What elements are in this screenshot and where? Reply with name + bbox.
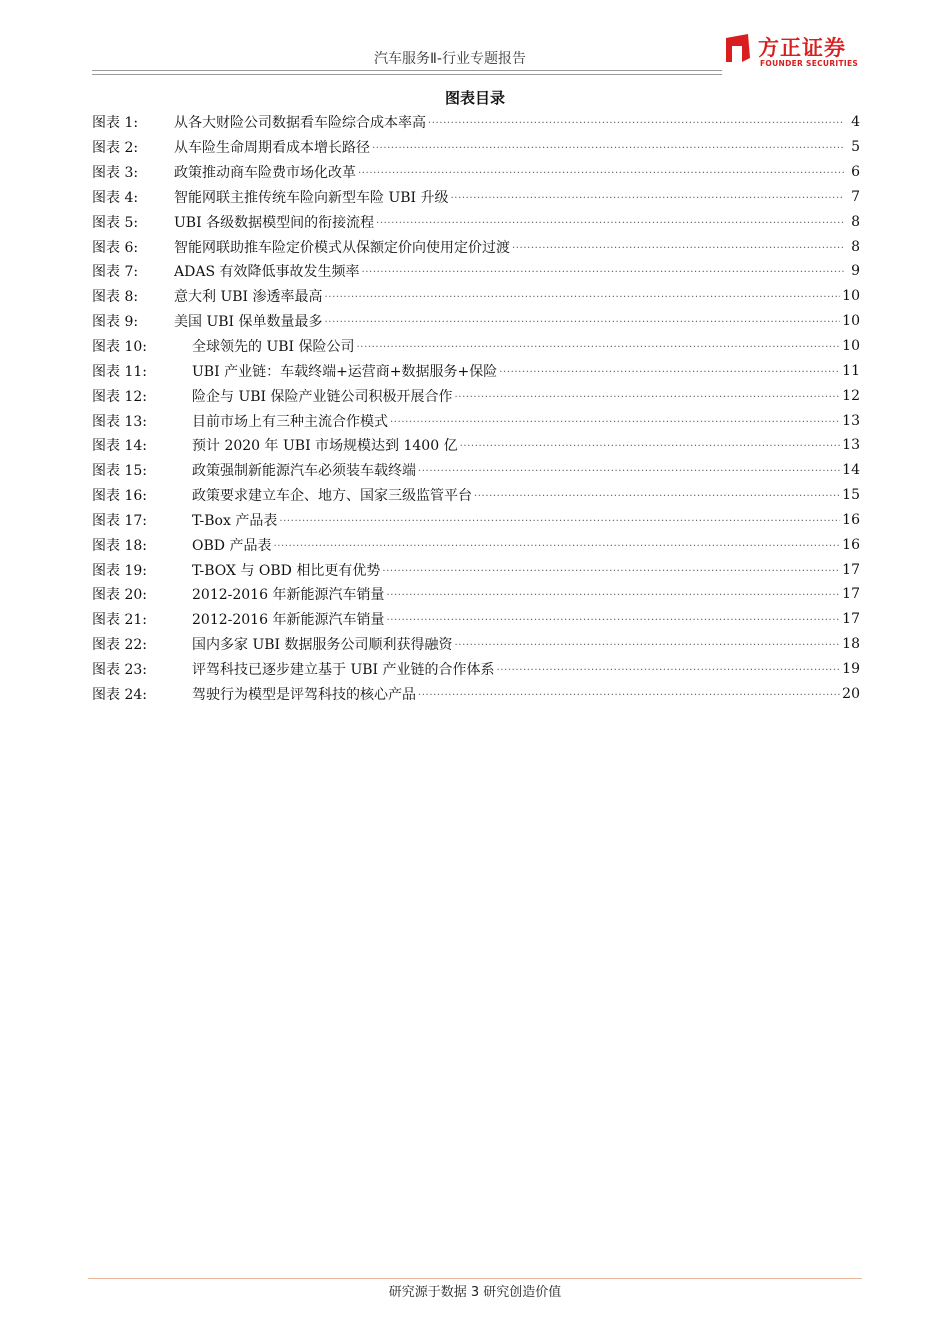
toc-entry-label: 图表 7:: [92, 264, 139, 281]
toc-dot-leader: [455, 636, 841, 650]
logo-name-en: FOUNDER SECURITIES: [760, 59, 859, 68]
toc-dot-leader: [376, 214, 844, 228]
header-rule: [92, 70, 722, 71]
toc-entry-label: 图表 14:: [92, 438, 147, 455]
toc-entry[interactable]: [92, 110, 860, 135]
toc-entry[interactable]: [92, 383, 860, 408]
toc-entry-label: 图表 13:: [92, 413, 147, 430]
toc-entry-page[interactable]: 10: [842, 313, 860, 330]
toc-entry-page[interactable]: 10: [842, 338, 860, 355]
toc-entry-label: 图表 19:: [92, 562, 147, 579]
toc-entry-page[interactable]: 14: [842, 462, 860, 479]
toc-entry-page[interactable]: 19: [842, 660, 860, 677]
toc-entry-title[interactable]: 政策推动商车险费市场化改革: [174, 165, 356, 182]
toc-entry-label: 图表 6:: [92, 239, 139, 256]
toc-dot-leader: [325, 288, 841, 302]
toc-dot-leader: [460, 437, 841, 451]
toc-dot-leader: [386, 586, 840, 600]
toc-entry-page[interactable]: 16: [842, 536, 860, 553]
header-title: 汽车服务Ⅱ-行业专题报告: [374, 51, 526, 67]
toc-entry-label: 图表 17:: [92, 512, 147, 529]
toc-entry-title[interactable]: 从各大财险公司数据看车险综合成本率高: [174, 115, 426, 132]
toc-entry-label: 图表 5:: [92, 214, 139, 231]
toc-entry[interactable]: [92, 582, 860, 607]
toc-entry[interactable]: [92, 309, 860, 334]
toc-dot-leader: [455, 388, 841, 402]
toc-entry-title[interactable]: 评驾科技已逐步建立基于 UBI 产业链的合作体系: [192, 661, 495, 678]
toc-entry[interactable]: [92, 259, 860, 284]
toc-dot-leader: [362, 263, 845, 277]
toc-dot-leader: [418, 462, 840, 476]
toc-entry-page[interactable]: 11: [842, 362, 860, 379]
toc-entry-title[interactable]: UBI 产业链：车载终端+运营商+数据服务+保险: [192, 363, 498, 380]
toc-entry[interactable]: [92, 433, 860, 458]
toc-entry[interactable]: [92, 607, 860, 632]
toc-entry-label: 图表 23:: [92, 661, 147, 678]
toc-dot-leader: [273, 537, 840, 551]
toc-entry-title[interactable]: 智能网联助推车险定价模式从保额定价向使用定价过渡: [174, 239, 510, 256]
toc-dot-leader: [512, 239, 844, 253]
toc-entry-title[interactable]: 预计 2020 年 UBI 市场规模达到 1400 亿: [192, 438, 458, 455]
toc-entry-title[interactable]: 目前市场上有三种主流合作模式: [192, 413, 388, 430]
toc-entry-page[interactable]: 13: [842, 412, 860, 429]
toc-entry-label: 图表 15:: [92, 463, 147, 480]
toc-entry-title[interactable]: 驾驶行为模型是评驾科技的核心产品: [192, 686, 416, 703]
toc-entry-page[interactable]: 12: [842, 387, 860, 404]
toc-entry[interactable]: [92, 532, 860, 557]
founder-logo-icon: [722, 32, 754, 64]
toc-entry-label: 图表 11:: [92, 363, 147, 380]
toc-entry-label: 图表 3:: [92, 165, 139, 182]
toc-entry-label: 图表 9:: [92, 314, 139, 331]
toc-entry-label: 图表 20:: [92, 587, 147, 604]
toc-entry[interactable]: [92, 209, 860, 234]
toc-entry-page[interactable]: 6: [851, 164, 860, 181]
toc-entry-page[interactable]: 9: [851, 263, 860, 280]
toc-entry-title[interactable]: 国内多家 UBI 数据服务公司顺利获得融资: [192, 637, 453, 654]
toc-dot-leader: [499, 363, 840, 377]
toc-entry-title[interactable]: 险企与 UBI 保险产业链公司积极开展合作: [192, 388, 453, 405]
toc-entry[interactable]: [92, 681, 860, 706]
footer-text: 研究源于数据 3 研究创造价值: [388, 1285, 562, 1300]
toc-entry-title[interactable]: 政策要求建立车企、地方、国家三级监管平台: [192, 488, 472, 505]
toc-title: 图表目录: [444, 89, 505, 107]
toc-entry[interactable]: [92, 334, 860, 359]
toc-entry-title[interactable]: 2012-2016 年新能源汽车销量: [192, 612, 385, 629]
toc-entry[interactable]: [92, 483, 860, 508]
toc-entry[interactable]: [92, 408, 860, 433]
table-of-figures: [92, 110, 860, 706]
toc-entry-page[interactable]: 8: [851, 238, 860, 255]
toc-entry[interactable]: [92, 557, 860, 582]
toc-entry[interactable]: [92, 358, 860, 383]
toc-entry-title[interactable]: 智能网联主推传统车险向新型车险 UBI 升级: [174, 189, 449, 206]
toc-entry-title[interactable]: 意大利 UBI 渗透率最高: [174, 289, 323, 306]
toc-entry[interactable]: [92, 284, 860, 309]
toc-entry-page[interactable]: 5: [851, 139, 860, 156]
toc-entry-title[interactable]: T-BOX 与 OBD 相比更有优势: [192, 562, 381, 579]
toc-entry[interactable]: [92, 185, 860, 210]
toc-entry-label: 图表 21:: [92, 612, 147, 629]
toc-entry[interactable]: [92, 135, 860, 160]
toc-entry-page[interactable]: 15: [842, 487, 860, 504]
company-logo: [722, 32, 862, 68]
toc-dot-leader: [418, 686, 840, 700]
toc-entry-page[interactable]: 7: [851, 188, 860, 205]
header-rule: [92, 74, 722, 75]
toc-entry-label: 图表 8:: [92, 289, 139, 306]
toc-entry-label: 图表 1:: [92, 115, 139, 132]
toc-entry[interactable]: [92, 160, 860, 185]
toc-entry[interactable]: [92, 508, 860, 533]
toc-dot-leader: [386, 611, 840, 625]
toc-dot-leader: [325, 313, 841, 327]
toc-dot-leader: [279, 512, 840, 526]
toc-entry-page[interactable]: 8: [851, 213, 860, 230]
toc-dot-leader: [358, 164, 844, 178]
toc-entry-title[interactable]: 从车险生命周期看成本增长路径: [174, 140, 370, 157]
toc-entry-page[interactable]: 16: [842, 511, 860, 528]
toc-entry-page[interactable]: 17: [842, 611, 860, 628]
footer-rule: [88, 1278, 862, 1279]
toc-entry-title[interactable]: OBD 产品表: [192, 537, 272, 554]
toc-entry-label: 图表 4:: [92, 189, 139, 206]
toc-dot-leader: [451, 189, 844, 203]
toc-entry-page[interactable]: 17: [842, 561, 860, 578]
toc-dot-leader: [372, 139, 844, 153]
toc-entry-title[interactable]: UBI 各级数据模型间的衔接流程: [174, 214, 375, 231]
toc-entry-page[interactable]: 17: [842, 586, 860, 603]
toc-entry-label: 图表 12:: [92, 388, 147, 405]
toc-entry-label: 图表 10:: [92, 339, 147, 356]
toc-entry-page[interactable]: 20: [842, 685, 860, 702]
toc-entry-page[interactable]: 10: [842, 288, 860, 305]
toc-entry-label: 图表 24:: [92, 686, 147, 703]
toc-dot-leader: [390, 413, 840, 427]
toc-entry-title[interactable]: T-Box 产品表: [192, 512, 278, 529]
toc-dot-leader: [382, 562, 840, 576]
toc-entry-title[interactable]: 全球领先的 UBI 保险公司: [192, 339, 355, 356]
toc-entry-title[interactable]: ADAS 有效降低事故发生频率: [174, 264, 360, 281]
toc-dot-leader: [357, 338, 841, 352]
toc-entry-page[interactable]: 13: [842, 437, 860, 454]
toc-entry-label: 图表 2:: [92, 140, 139, 157]
toc-entry-page[interactable]: 4: [851, 114, 860, 131]
logo-name-cn: 方正证券: [758, 36, 846, 60]
toc-dot-leader: [474, 487, 840, 501]
toc-dot-leader: [428, 114, 844, 128]
toc-entry-label: 图表 22:: [92, 637, 147, 654]
toc-dot-leader: [497, 661, 841, 675]
toc-entry-label: 图表 18:: [92, 537, 147, 554]
toc-entry-page[interactable]: 18: [842, 636, 860, 653]
toc-entry[interactable]: [92, 632, 860, 657]
toc-entry-title[interactable]: 政策强制新能源汽车必须装车载终端: [192, 463, 416, 480]
toc-entry[interactable]: [92, 458, 860, 483]
toc-entry-label: 图表 16:: [92, 488, 147, 505]
toc-entry-title[interactable]: 2012-2016 年新能源汽车销量: [192, 587, 385, 604]
toc-entry[interactable]: [92, 657, 860, 682]
toc-entry-title[interactable]: 美国 UBI 保单数量最多: [174, 314, 323, 331]
toc-entry[interactable]: [92, 234, 860, 259]
